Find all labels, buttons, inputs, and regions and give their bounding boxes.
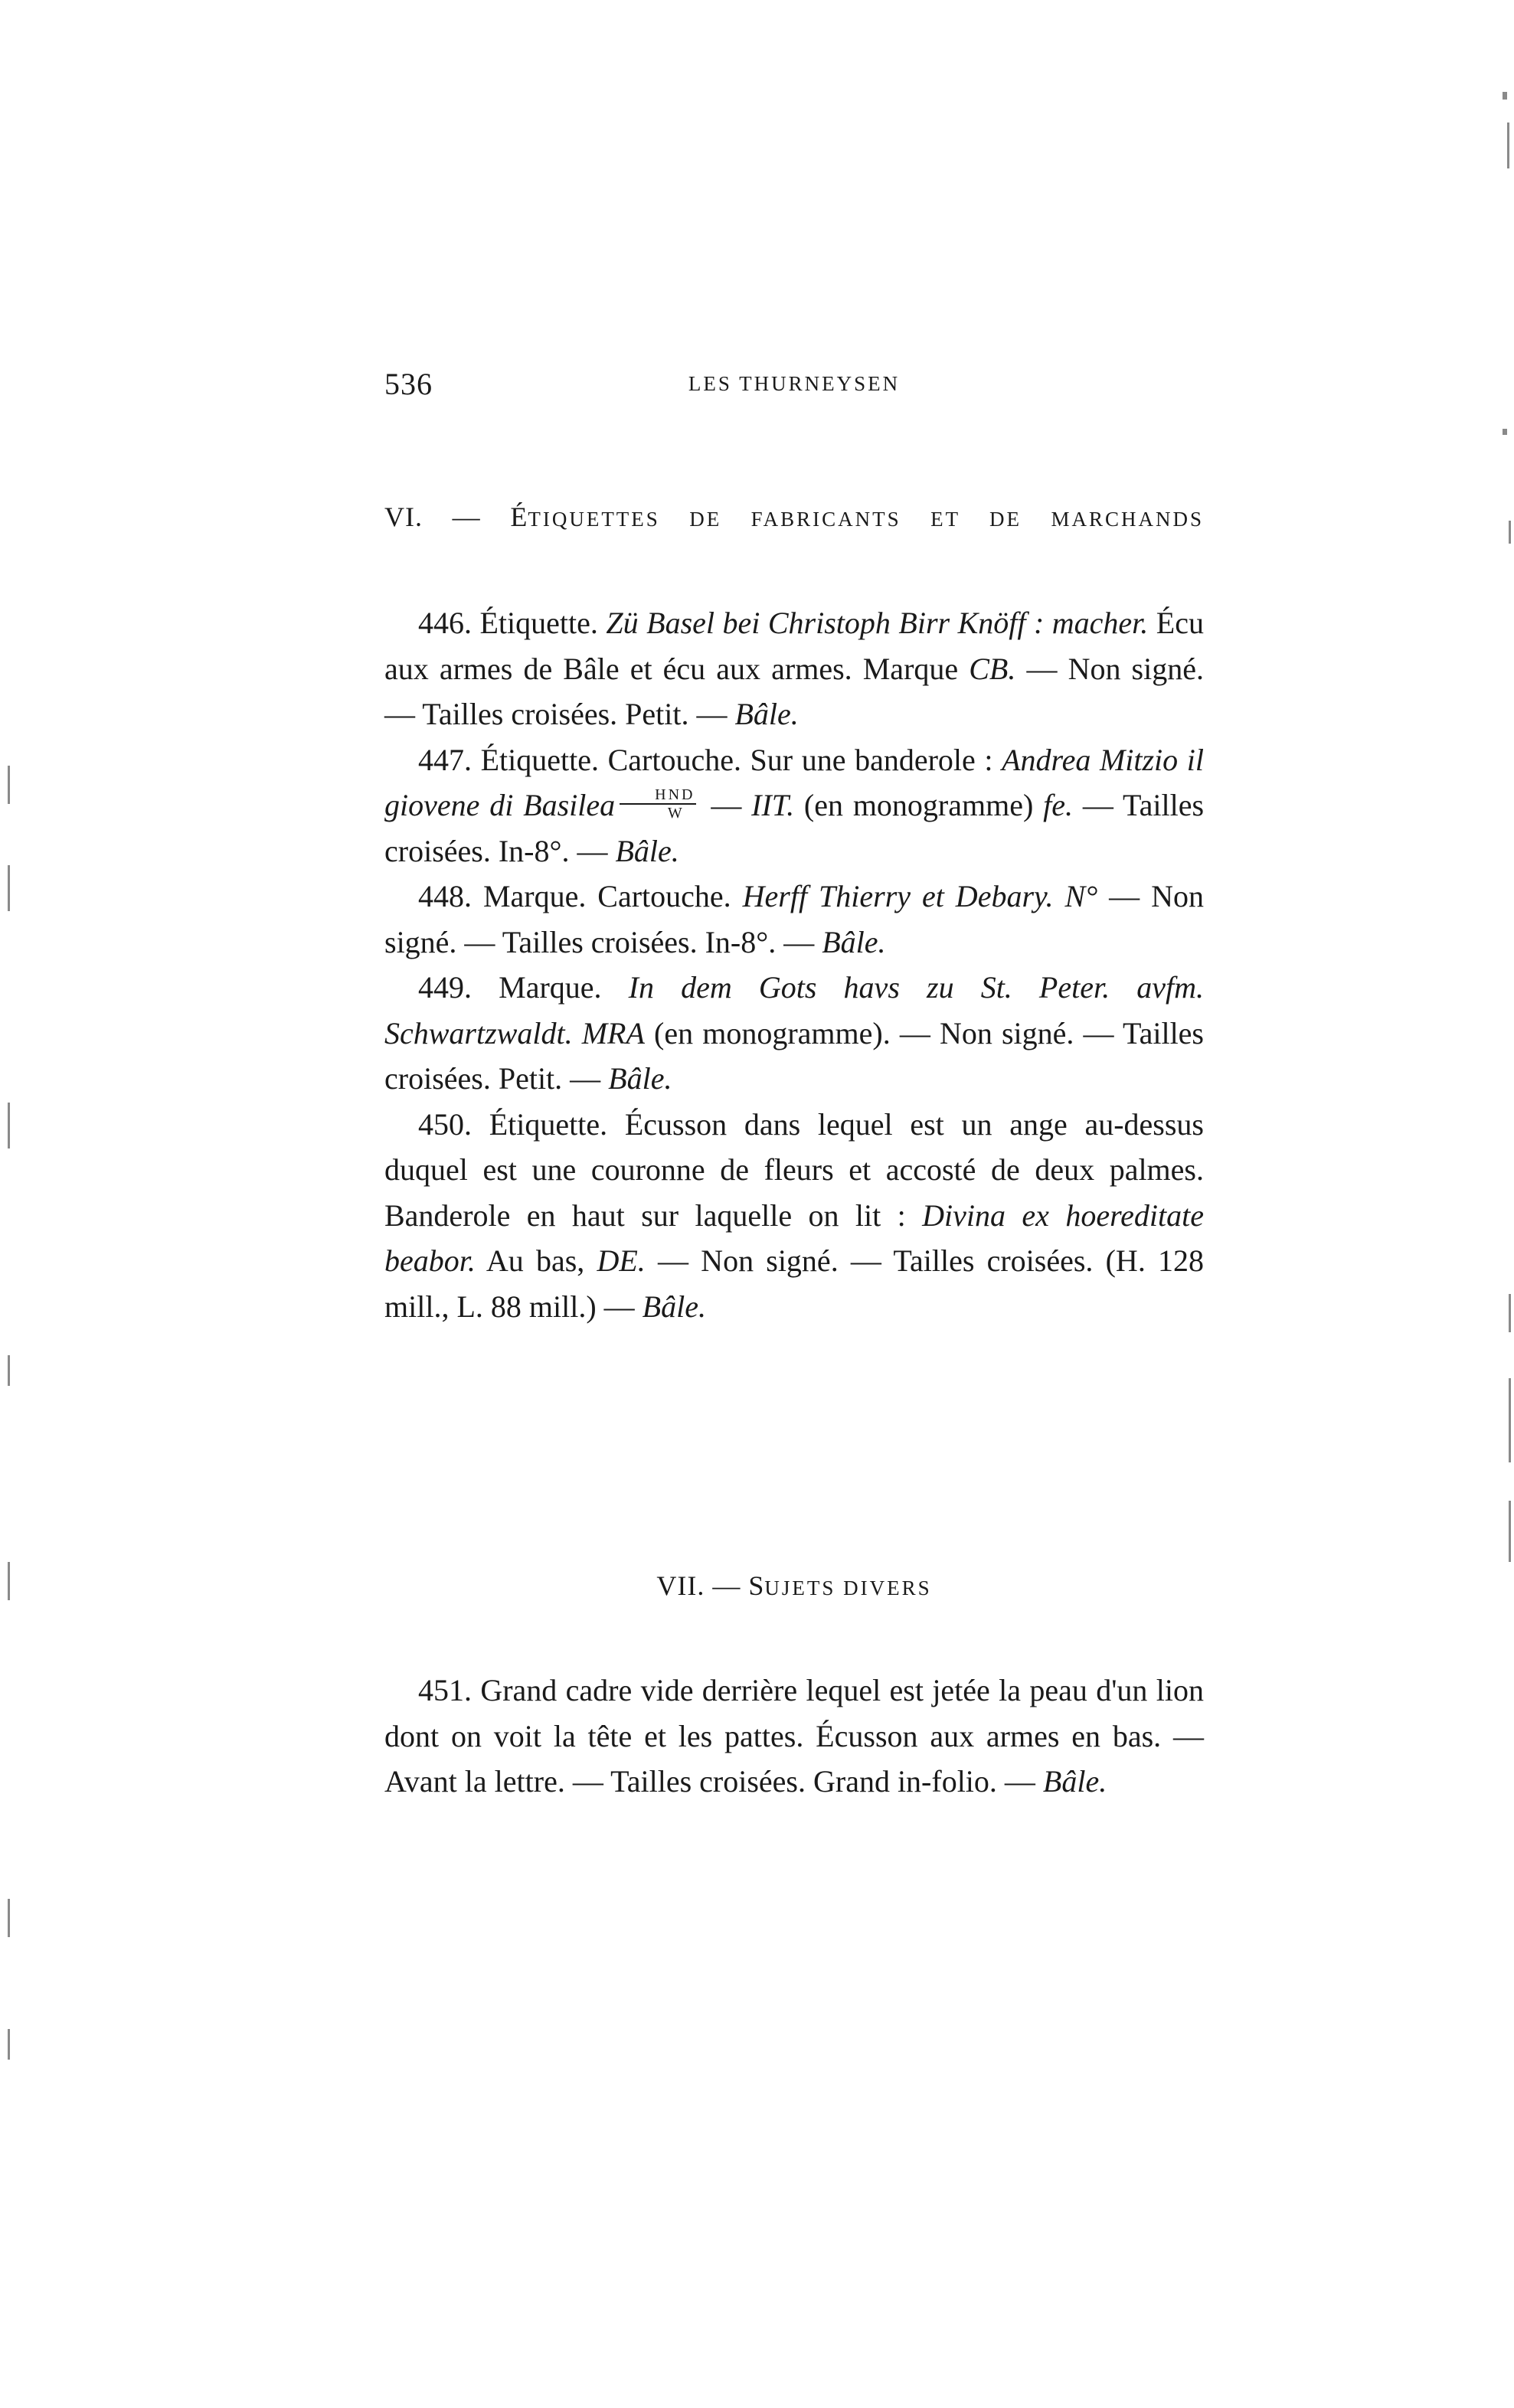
section-title-initial: S xyxy=(748,1570,765,1601)
entry-inscription: In dem Gots havs zu St. Peter. avfm. Schwartzwaldt. MRA xyxy=(384,970,1204,1050)
running-title: LES THURNEYSEN xyxy=(688,372,901,395)
entry-details: (en monogramme) xyxy=(794,788,1044,822)
running-head xyxy=(384,366,1204,412)
entry-place: Bâle. xyxy=(822,924,886,959)
scan-speck xyxy=(1509,1294,1511,1332)
entry-details: (en monogramme). — Non signé. — Tailles croisées. Petit. — xyxy=(384,1015,1204,1096)
scan-speck xyxy=(1507,123,1509,168)
entry-inscription: Herff Thierry et Debary. N° xyxy=(742,879,1098,913)
scan-speck xyxy=(8,1103,10,1148)
fraction-top: HND xyxy=(620,787,696,805)
entry-mark: DE. xyxy=(597,1243,646,1278)
section-title: UJETS DIVERS xyxy=(764,1576,932,1599)
catalogue-entry-450 xyxy=(384,1102,1204,1330)
entry-inscription: Zü Basel bei Christoph Birr Knöff : macher. xyxy=(606,606,1149,640)
scan-speck xyxy=(8,1562,10,1600)
entry-fecit: fe. xyxy=(1043,788,1074,822)
entry-text: Grand cadre vide derrière lequel est jetée la peau d'un lion dont on voit la tête et les pattes. Écusson aux armes en bas. — Avant la lettre. — Tailles croisées. Grand in-folio. — xyxy=(384,1673,1204,1799)
scan-speck xyxy=(8,2029,10,2060)
entry-details-2: — Non signé. — Tailles croisées. (H. 128 mill., L. 88 mill.) — xyxy=(384,1243,1205,1324)
catalogue-entry-446 xyxy=(384,600,1204,737)
entry-inscription: Divina ex hoereditate beabor. xyxy=(384,1197,1204,1278)
entry-number: 450. xyxy=(418,1106,472,1142)
entry-details: Au bas, xyxy=(475,1243,597,1278)
entry-type: Étiquette. xyxy=(472,606,607,640)
entry-details: — Non signé. — Tailles croisées. In-8°. — xyxy=(384,879,1204,959)
entry-type: Étiquette. Écusson dans lequel est un ange au-dessus duquel est une couronne de fleurs et accosté de deux palmes. Banderole en haut sur laquelle on lit : xyxy=(384,1106,1204,1233)
fraction-bottom: W xyxy=(667,804,682,822)
scan-speck xyxy=(1509,1378,1511,1462)
scan-speck xyxy=(8,865,10,911)
entry-number: 449. xyxy=(418,970,472,1005)
entry-type: Marque. Cartouche. xyxy=(472,879,743,913)
section-title: TIQUETTES DE FABRICANTS ET DE MARCHANDS xyxy=(528,508,1204,531)
entry-number: 448. xyxy=(418,879,472,913)
scan-speck xyxy=(8,1899,10,1937)
scan-speck xyxy=(1503,429,1507,435)
entry-place: Bâle. xyxy=(734,697,799,731)
entry-number: 446. xyxy=(418,606,472,640)
entry-type: Étiquette. Cartouche. Sur une banderole : xyxy=(472,742,1002,777)
entry-monogram: IIT. xyxy=(751,788,795,822)
entry-dash: — xyxy=(701,788,752,822)
entry-details: — Non signé. — Tailles croisées. Petit. — xyxy=(384,651,1204,731)
entry-number: 447. xyxy=(418,742,472,777)
catalogue-entry-451 xyxy=(384,1668,1204,1805)
entry-details-2: — Tailles croisées. In-8°. — xyxy=(384,788,1205,868)
entry-type: Marque. xyxy=(472,970,629,1005)
catalogue-entry-449 xyxy=(384,965,1204,1102)
entry-inscription: Andrea Mitzio il giovene di Basilea xyxy=(384,742,1204,822)
section-title-initial: É xyxy=(510,502,528,532)
scan-speck xyxy=(8,766,10,804)
catalogue-entries-vi xyxy=(384,600,1204,1329)
entry-place: Bâle. xyxy=(642,1289,706,1324)
entry-place: Bâle. xyxy=(615,833,679,868)
entry-description: Écu aux armes de Bâle et écu aux armes. Marque xyxy=(384,606,1204,686)
entry-mark: CB. xyxy=(969,651,1016,686)
section-heading-vii xyxy=(384,1570,1204,1602)
entry-place: Bâle. xyxy=(1042,1764,1107,1799)
section-numeral: VI. — xyxy=(384,502,511,532)
section-numeral: VII. — xyxy=(656,1570,749,1601)
catalogue-entry-447 xyxy=(384,737,1204,874)
scan-speck xyxy=(8,1355,10,1386)
monogram-fraction xyxy=(620,787,696,821)
scan-speck xyxy=(1503,92,1507,100)
entry-place: Bâle. xyxy=(608,1061,672,1096)
scan-speck xyxy=(1509,1501,1511,1562)
entry-number: 451. xyxy=(418,1673,472,1707)
catalogue-entry-448 xyxy=(384,874,1204,965)
catalogue-entries-vii xyxy=(384,1668,1204,1805)
page-number: 536 xyxy=(384,367,433,401)
section-heading-vi xyxy=(384,501,1204,533)
scan-speck xyxy=(1509,521,1511,544)
